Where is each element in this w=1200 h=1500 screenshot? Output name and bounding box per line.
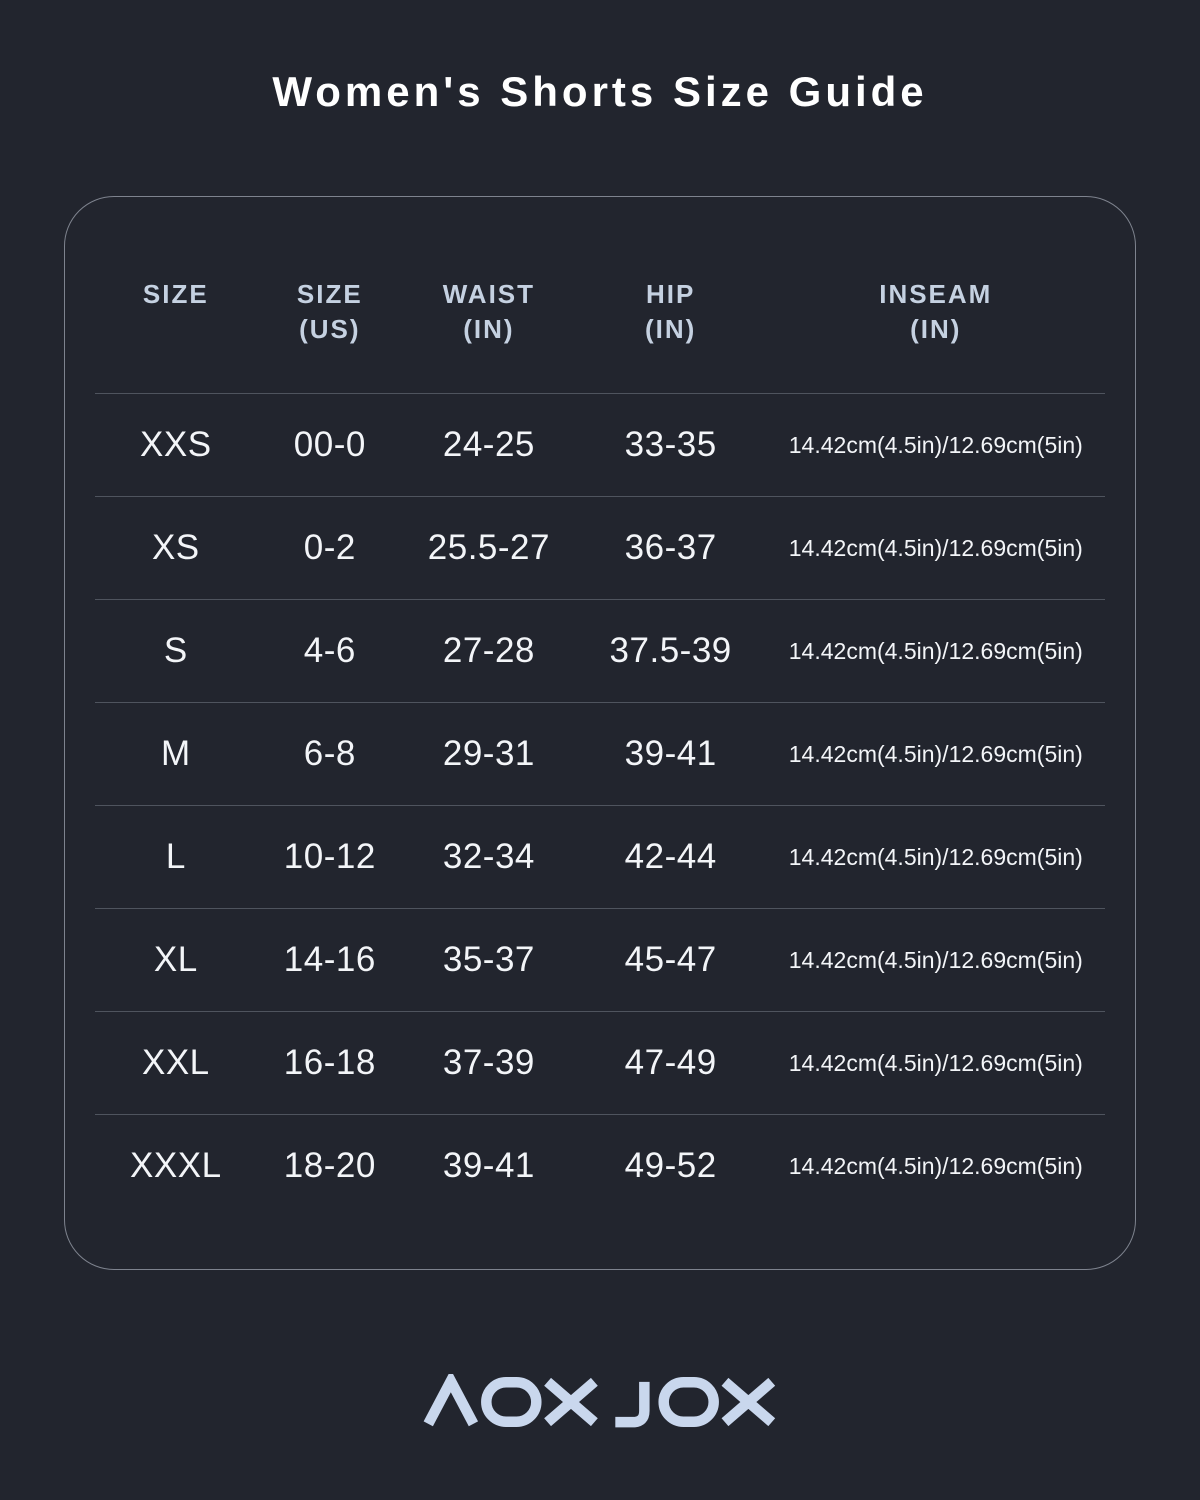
cell-size: L [165,837,186,876]
cell-inseam: 14.42cm(4.5in)/12.69cm(5in) [788,534,1083,561]
column-header-inseam [767,277,1105,347]
cell-size-us: 00-0 [293,425,366,464]
brand-name-text [779,1374,780,1375]
cell-inseam: 14.42cm(4.5in)/12.69cm(5in) [788,843,1083,870]
cell-size-us: 16-18 [283,1043,376,1082]
cell-waist: 37-39 [442,1043,535,1082]
cell-size-us: 18-20 [283,1146,376,1185]
table-row-l [95,805,1105,908]
cell-size-us: 14-16 [283,940,376,979]
cell-waist: 27-28 [442,631,535,670]
cell-inseam: 14.42cm(4.5in)/12.69cm(5in) [788,637,1083,664]
cell-hip: 49-52 [624,1146,717,1185]
column-header-hip-line1: HIP [645,279,696,309]
logo-letter-x2 [725,1382,772,1422]
column-header-hip-line2: (IN) [645,314,697,344]
logo-letter-x1 [548,1382,595,1422]
column-header-size [95,277,257,312]
cell-waist: 39-41 [442,1146,535,1185]
column-header-size-us-line2: (US) [299,314,361,344]
cell-size: M [160,734,191,773]
cell-hip: 39-41 [624,734,717,773]
column-header-inseam-line2: (IN) [910,314,962,344]
logo-letter-o2 [664,1382,714,1422]
cell-hip: 42-44 [624,837,717,876]
cell-inseam: 14.42cm(4.5in)/12.69cm(5in) [788,1049,1083,1076]
column-header-size-line1: SIZE [142,279,209,309]
cell-hip: 33-35 [624,425,717,464]
page-title: Women's Shorts Size Guide [272,68,928,115]
cell-hip: 36-37 [624,528,717,567]
logo-letter-o1 [486,1382,536,1422]
column-header-waist-line1: WAIST [442,279,536,309]
brand-logo-aoxjox [421,1374,779,1430]
size-guide-card [64,196,1136,1270]
column-header-inseam-line1: INSEAM [879,279,993,309]
cell-size-us: 10-12 [283,837,376,876]
table-row-xxl [95,1011,1105,1114]
cell-size: XXS [140,425,212,464]
cell-size-us: 6-8 [303,734,356,773]
cell-hip: 37.5-39 [609,631,732,670]
table-header-row [95,197,1105,393]
cell-waist: 29-31 [442,734,535,773]
cell-waist: 32-34 [442,837,535,876]
cell-inseam: 14.42cm(4.5in)/12.69cm(5in) [788,1152,1083,1179]
cell-hip: 45-47 [624,940,717,979]
table-row-xl [95,908,1105,1011]
cell-size: XXXL [130,1146,222,1185]
logo-letter-j [615,1382,644,1422]
cell-size: S [163,631,188,670]
column-header-size-us [257,277,403,347]
table-row-m [95,702,1105,805]
table-row-s [95,599,1105,702]
cell-waist: 25.5-27 [427,528,550,567]
cell-hip: 47-49 [624,1043,717,1082]
table-row-xs [95,496,1105,599]
cell-size: XXL [141,1043,210,1082]
cell-waist: 35-37 [442,940,535,979]
column-header-waist [403,277,575,347]
logo-letter-a [428,1381,473,1424]
column-header-waist-line2: (IN) [463,314,515,344]
table-row-xxxl [95,1114,1105,1217]
footer [0,1374,1200,1430]
table-row-xxs [95,393,1105,496]
cell-size-us: 4-6 [303,631,356,670]
cell-size-us: 0-2 [303,528,356,567]
cell-waist: 24-25 [442,425,535,464]
cell-inseam: 14.42cm(4.5in)/12.69cm(5in) [788,740,1083,767]
column-header-hip [575,277,767,347]
cell-size: XS [151,528,200,567]
column-header-size-us-line1: SIZE [296,279,363,309]
cell-inseam: 14.42cm(4.5in)/12.69cm(5in) [788,946,1083,973]
cell-size: XL [153,940,198,979]
cell-inseam: 14.42cm(4.5in)/12.69cm(5in) [788,431,1083,458]
